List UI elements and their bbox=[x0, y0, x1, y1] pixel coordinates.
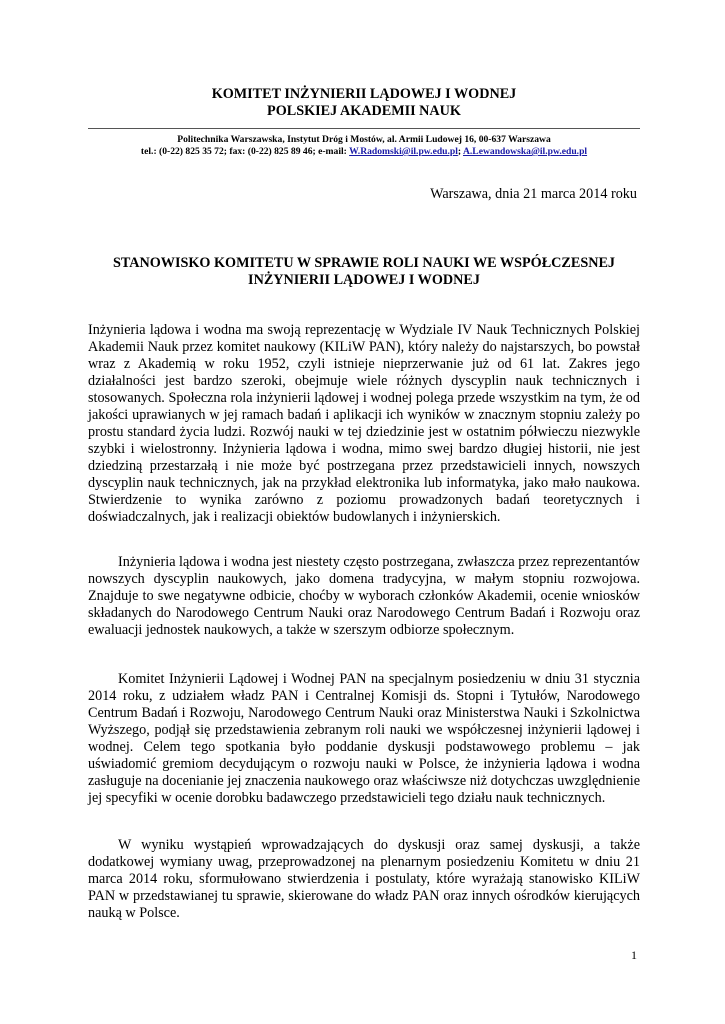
paragraph-4: W wyniku wystąpień wprowadzających do dyskusji oraz samej dyskusji, a także dodatkowej wymiany uwag, przeprowadzonej na plenarnym posiedzeniu Komitetu w dniu 21 marca 2014 roku, sformułowano stwierdzenia i postulaty, które wyrażają stanowisko KILiW PAN w przedstawianej tu sprawie, skierowane do władz PAN oraz innych ośrodków kierujących nauką w Polsce. bbox=[88, 837, 640, 921]
address-line: Politechnika Warszawska, Instytut Dróg i Mostów, al. Armii Ludowej 16, 00-637 Warszawa bbox=[177, 134, 551, 145]
paragraph-1: Inżynieria lądowa i wodna ma swoją reprezentację w Wydziale IV Nauk Technicznych Polskiej Akademii Nauk przez komitet naukowy (KILiW PAN), który należy do najstarszych, bo powstał wraz z Akademią w roku 1952, czyli istnieje nieprzerwanie już od 61 lat. Zakres jego działalności jest bardzo szeroki, obejmuje wiele różnych dyscyplin nauk technicznych i stosowanych. Społeczna rola inżynierii lądowej i wodnej polega przede wszystkim na tym, że od jakości uprawianych w jej ramach badań i aplikacji ich wyników w znacznym stopniu zależy po prostu standard życia ludzi. Rozwój nauki w tej dziedzinie jest w ostatnim półwieczu niezwykle szybki i wielostronny. Inżynieria lądowa i wodna, mimo swej bardzo długiej historii, nie jest dziedziną przestarzałą i nie może być postrzegana przez przedstawicieli innych, nowszych dyscyplin nauk technicznych, jak na przykład elektronika lub informatyka, jako mało naukowa. Stwierdzenie to wynika zarówno z poziomu prowadzonych badań teoretycznych i doświadczalnych, jak i realizacji obiektów budowlanych i inżynierskich. bbox=[88, 322, 640, 525]
academy-name: POLSKIEJ AKADEMII NAUK bbox=[267, 103, 461, 119]
paragraph-3: Komitet Inżynierii Lądowej i Wodnej PAN na specjalnym posiedzeniu w dniu 31 stycznia 2014 roku, z udziałem władz PAN i Centralnej Komisji ds. Stopni i Tytułów, Narodowego Centrum Badań i Rozwoju, Narodowego Centrum Nauki oraz Ministerstwa Nauki i Szkolnictwa Wyższego, podjął się przedstawienia zebranym roli nauki we współczesnej inżynierii lądowej i wodnej. Celem tego spotkania było poddanie dyskusji podstawowego problemu – jak uświadomić gremiom decydującym o rozwoju nauki w Polsce, że inżynieria lądowa i wodna zasługuje na docenianie jej znaczenia naukowego oraz właściwsze niż dotychczas uwzględnienie jej specyfiki w ocenie dorobku badawczego przedstawicieli tego działu nauk technicznych. bbox=[88, 671, 640, 806]
header-divider bbox=[88, 128, 640, 129]
email-separator: ; bbox=[457, 146, 463, 157]
paragraph-2: Inżynieria lądowa i wodna jest niestety często postrzegana, zwłaszcza przez reprezentantów nowszych dyscyplin naukowych, jako domena tradycyjna, w małym stopniu rozwojowa. Znajduje to swe negatywne odbicie, choćby w wyborach członków Akademii, ocenie wniosków składanych do Narodowego Centrum Nauki oraz Narodowego Centrum Badań i Rozwoju oraz ewaluacji jednostek naukowych, a także w szerszym odbiorze społecznym. bbox=[88, 554, 640, 638]
email-link-lewandowska[interactable]: A.Lewandowska@il.pw.edu.pl bbox=[462, 146, 588, 157]
email-link-radomski[interactable]: W.Radomski@il.pw.edu.pl bbox=[349, 146, 458, 157]
committee-name: KOMITET INŻYNIERII LĄDOWEJ I WODNEJ bbox=[211, 86, 517, 102]
document-date: Warszawa, dnia 21 marca 2014 roku bbox=[430, 186, 637, 202]
page-number: 1 bbox=[631, 948, 637, 962]
document-title-line1: STANOWISKO KOMITETU W SPRAWIE ROLI NAUKI WE WSPÓŁCZESNEJ bbox=[112, 255, 616, 271]
contact-phone-fax: tel.: (0-22) 825 35 72; fax: (0-22) 825 89 46; e-mail: bbox=[140, 146, 350, 157]
document-title-line2: INŻYNIERII LĄDOWEJ I WODNEJ bbox=[248, 272, 480, 288]
contact-line bbox=[88, 146, 640, 158]
